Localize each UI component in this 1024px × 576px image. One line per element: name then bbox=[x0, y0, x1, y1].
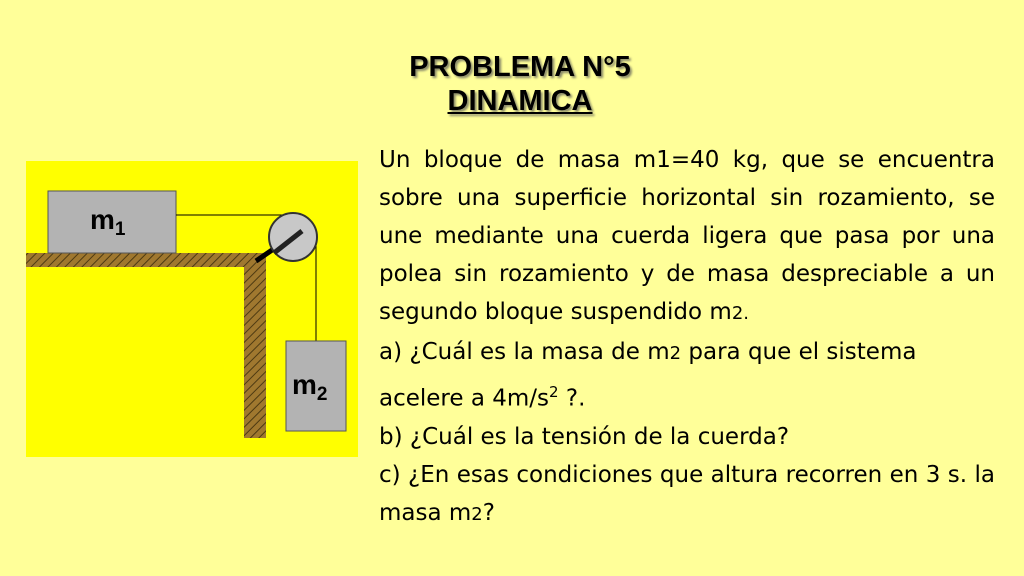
page-subtitle: DINAMICA bbox=[447, 85, 593, 117]
problem-header bbox=[330, 50, 710, 118]
problem-statement: Un bloque de masa m1=40 kg, que se encuentra sobre una superficie horizontal sin rozamiento, se une mediante una cuerda ligera que pasa por una polea sin rozamiento y de masa despreciable a un segundo bloque suspendido m2. bbox=[379, 147, 995, 325]
question-b: b) ¿Cuál es la tensión de la cuerda? bbox=[379, 423, 790, 450]
page-title: PROBLEMA N°5 bbox=[409, 51, 631, 83]
problem-text bbox=[379, 141, 995, 534]
question-c: c) ¿En esas condiciones que altura recorren en 3 s. la masa m2? bbox=[379, 461, 995, 526]
table-top bbox=[26, 253, 266, 267]
block-m1-label: $m_1$ bbox=[90, 204, 126, 240]
pulley-diagram bbox=[26, 161, 358, 457]
table-leg bbox=[244, 253, 266, 438]
block-m2-label: $m_2$ bbox=[292, 369, 328, 405]
question-a: a) ¿Cuál es la masa de m2 para que el sistema acelere a $4m/s^2$ ?. bbox=[379, 339, 917, 412]
